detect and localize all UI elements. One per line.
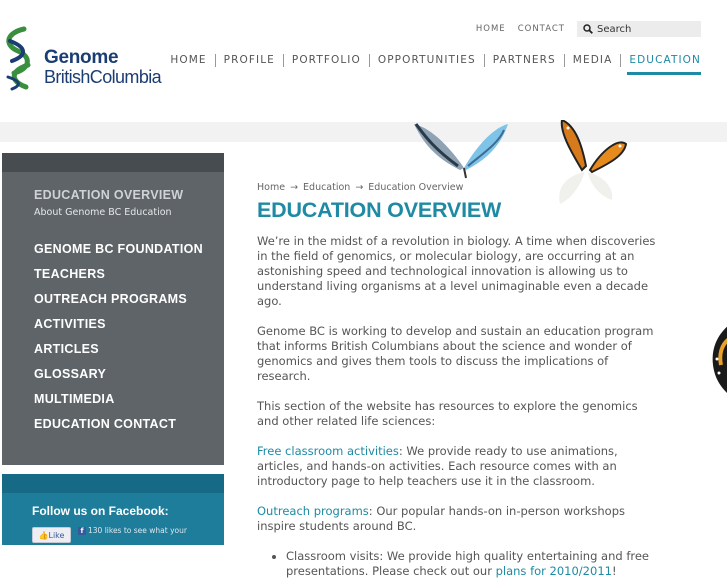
outreach-list — [257, 549, 662, 579]
sidebar-menu — [34, 241, 203, 441]
sidebar-title[interactable]: EDUCATION OVERVIEW — [34, 188, 184, 202]
nav-media[interactable]: MEDIA — [564, 54, 621, 67]
breadcrumb-home[interactable]: Home — [257, 182, 286, 193]
intro-paragraph: We’re in the midst of a revolution in biology. A time when discoveries in the field of genomics, or molecular biology, are occurring at an astonishing speed and technological innovation is allowing us to understand living organisms at a level unimaginable even a decade ago. — [257, 234, 656, 308]
sidebar-item-glossary[interactable]: GLOSSARY — [34, 367, 107, 381]
plans-link[interactable]: plans for 2010/2011 — [495, 564, 612, 578]
classroom-activities-paragraph — [257, 444, 662, 489]
sidebar-item-teachers[interactable]: TEACHERS — [34, 267, 106, 281]
utility-home-link[interactable]: HOME — [475, 24, 506, 34]
arrow-right-icon: → — [290, 182, 299, 193]
resources-paragraph: This section of the website has resources to explore the genomics and other related life sciences: — [257, 399, 638, 428]
nav-partners[interactable]: PARTNERS — [484, 54, 564, 67]
free-classroom-activities-link[interactable]: Free classroom activities — [257, 444, 399, 458]
sidebar — [2, 153, 224, 465]
nav-opportunities[interactable]: OPPORTUNITIES — [369, 54, 484, 67]
utility-contact-link[interactable]: CONTACT — [517, 24, 565, 34]
sidebar-item-multimedia[interactable]: MULTIMEDIA — [34, 392, 115, 406]
nav-home[interactable]: HOME — [170, 54, 207, 66]
facebook-count-text: 130 likes — [88, 526, 122, 535]
breadcrumb — [257, 182, 463, 193]
nav-portfolio[interactable]: PORTFOLIO — [283, 54, 369, 67]
sidebar-subtitle: About Genome BC Education — [34, 207, 172, 218]
dna-helix-icon — [0, 25, 40, 91]
logo-word-genome: Genome — [44, 47, 119, 68]
blue-butterfly-image — [412, 120, 512, 180]
arrow-right-icon: → — [355, 182, 364, 193]
facebook-title: Follow us on Facebook: — [32, 504, 169, 518]
facebook-box-strip — [2, 474, 224, 493]
classroom-visits-end: ! — [611, 564, 617, 578]
search-placeholder: Search — [597, 23, 632, 35]
sidebar-top-strip — [2, 153, 224, 172]
outreach-programs-link[interactable]: Outreach programs — [257, 504, 369, 518]
main-nav — [162, 54, 701, 67]
facebook-box — [2, 474, 224, 545]
classroom-visits-text: Classroom visits: We provide high quality entertaining and free presentations. Please check out our — [286, 549, 649, 578]
page-title: EDUCATION OVERVIEW — [257, 198, 502, 222]
sidebar-item-genome-bc-foundation[interactable]: GENOME BC FOUNDATION — [34, 242, 203, 256]
edge-butterfly-image — [709, 325, 727, 395]
facebook-count-rest: to see what your — [123, 526, 187, 535]
facebook-like-button[interactable] — [32, 527, 71, 543]
logo-word-bc: BritishColumbia — [44, 67, 162, 87]
breadcrumb-education[interactable]: Education — [303, 182, 351, 193]
outreach-text: : Our popular hands-on in-person workshops inspire students around BC. — [257, 504, 626, 533]
utility-nav — [476, 20, 701, 38]
sidebar-item-outreach-programs[interactable]: OUTREACH PROGRAMS — [34, 292, 188, 306]
facebook-like-count — [78, 526, 188, 536]
breadcrumb-current: Education Overview — [368, 182, 464, 193]
sidebar-item-education-contact[interactable]: EDUCATION CONTACT — [34, 417, 177, 431]
facebook-icon: f — [78, 527, 86, 535]
classroom-activities-text: : We provide ready to use animations, articles, and hands-on activities. Each resource comes with an introductory page to help teachers use it in the classroom. — [257, 444, 618, 488]
genome-bc-logo[interactable] — [0, 22, 180, 92]
list-item — [286, 549, 662, 579]
program-paragraph: Genome BC is working to develop and sustain an education program that informs British Columbians about the science and wonder of genomics and gives them tools to discuss the implications of research. — [257, 324, 654, 383]
nav-education[interactable]: EDUCATION — [620, 54, 701, 67]
facebook-like-label: Like — [48, 531, 65, 540]
monarch-butterfly-image — [548, 120, 628, 210]
sidebar-item-activities[interactable]: ACTIVITIES — [34, 317, 106, 331]
sidebar-item-articles[interactable]: ARTICLES — [34, 342, 99, 356]
outreach-paragraph — [257, 504, 662, 534]
thumbs-up-icon: 👍 — [38, 531, 49, 540]
nav-profile[interactable]: PROFILE — [215, 54, 283, 67]
main-content — [257, 234, 662, 579]
search-icon — [583, 24, 593, 34]
search-input[interactable] — [577, 21, 701, 37]
